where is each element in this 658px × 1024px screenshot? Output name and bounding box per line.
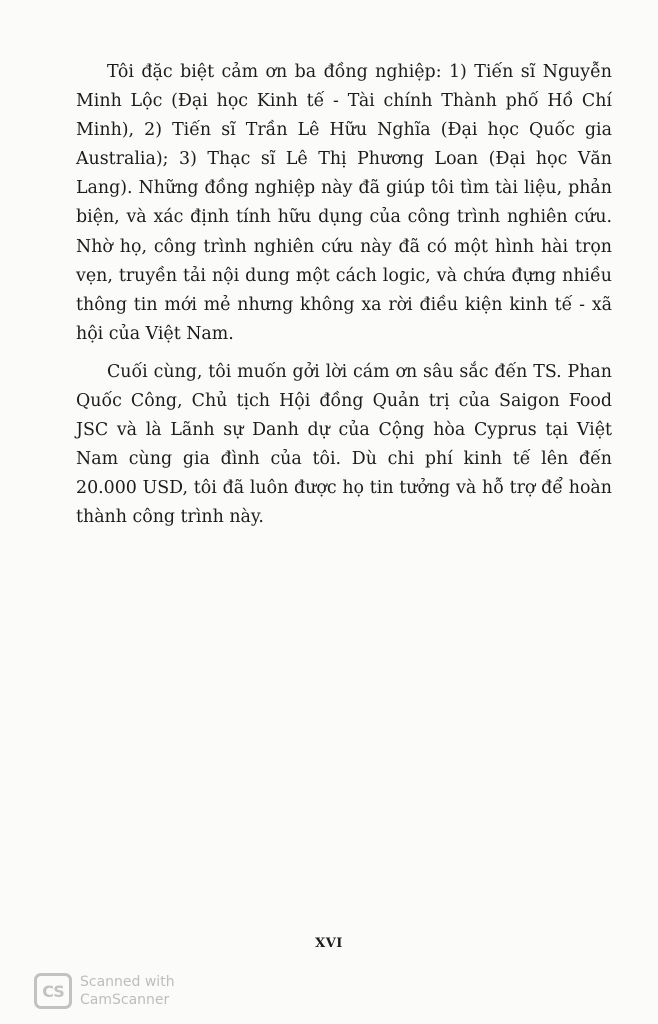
paragraph-acknowledgement-family: Cuối cùng, tôi muốn gởi lời cám ơn sâu sắc đến TS. Phan Quốc Công, Chủ tịch Hội đồng Quản trị của Saigon Food JSC và là Lãnh sự Danh dự của Cộng hòa Cyprus tại Việt Nam cùng gia đình của tôi. Dù chi phí kinh tế lên đến 20.000 USD, tôi đã luôn được họ tin tưởng và hỗ trợ để hoàn thành công trình này. <box>76 361 612 528</box>
paragraph-acknowledgement-colleagues: Tôi đặc biệt cảm ơn ba đồng nghiệp: 1) Tiến sĩ Nguyễn Minh Lộc (Đại học Kinh tế - Tài chính Thành phố Hồ Chí Minh), 2) Tiến sĩ Trần Lê Hữu Nghĩa (Đại học Quốc gia Australia); 3) Thạc sĩ Lê Thị Phương Loan (Đại học Văn Lang). Những đồng nghiệp này đã giúp tôi tìm tài liệu, phản biện, và xác định tính hữu dụng của công trình nghiên cứu. Nhờ họ, công trình nghiên cứu này đã có một hình hài trọn vẹn, truyền tải nội dung một cách logic, và chứa đựng nhiều thông tin mới mẻ nhưng không xa rời điều kiện kinh tế - xã hội của Việt Nam. <box>76 62 612 344</box>
watermark-text <box>80 973 175 1009</box>
watermark-line-2: CamScanner <box>80 992 170 1008</box>
camscanner-logo-icon: CS <box>34 973 72 1009</box>
camscanner-watermark <box>34 972 175 1010</box>
body-text <box>76 58 612 533</box>
watermark-line-1: Scanned with <box>80 974 175 990</box>
page-number: XVI <box>315 936 343 951</box>
